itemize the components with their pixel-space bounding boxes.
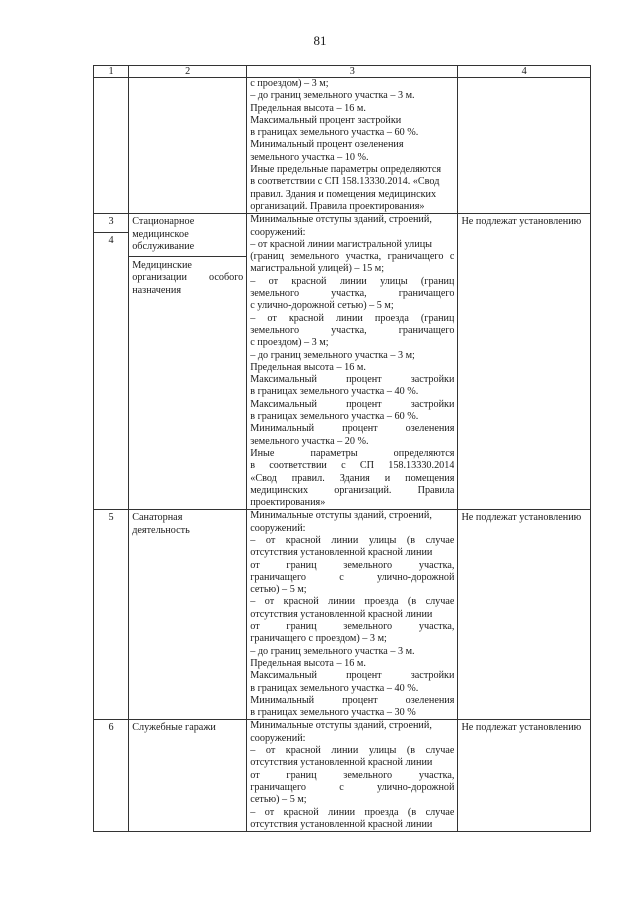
header-cell: 3: [247, 66, 458, 78]
text-line: назначения: [132, 284, 182, 296]
text-line: сетью) – 5 м;: [250, 584, 307, 596]
text-line: земельного участка – 20 %.: [250, 435, 369, 447]
text-line: магистральной улицей) – 15 м;: [250, 263, 385, 275]
text-line: отсутствия установленной красной линии: [250, 608, 433, 620]
requirement-text: Не подлежат установлению: [461, 722, 582, 734]
text-line: от границ земельного участка,: [250, 769, 455, 781]
row-number: 4: [94, 232, 128, 247]
text-line: земельного участка, граничащего: [250, 288, 455, 300]
text-line: с улично-дорожной сетью) – 5 м;: [250, 300, 394, 312]
table-row: [94, 720, 591, 832]
text-line: отсутствия установленной красной линии: [250, 757, 433, 769]
requirements-cell: [458, 214, 591, 510]
text-line: Стационарное: [132, 216, 195, 228]
text-line: с проездом) – 3 м;: [250, 78, 329, 89]
text-line: сооружений:: [250, 522, 306, 534]
text-line: – от красной линии улицы (в случае: [250, 745, 455, 757]
use-name-cell: [129, 720, 247, 832]
text-line: Минимальный процент озеленения: [250, 423, 455, 435]
text-line: Предельная высота – 16 м.: [250, 102, 366, 114]
text-line: в границах земельного участка – 30 %: [250, 707, 416, 719]
text-line: отсутствия установленной красной линии: [250, 818, 433, 830]
text-line: проектирования»: [250, 497, 326, 509]
parameters-text: [250, 510, 454, 719]
text-line: медицинское: [132, 228, 189, 240]
use-name: [132, 512, 243, 537]
use-name: [129, 256, 246, 297]
text-line: Иные предельные параметры определяются: [250, 164, 442, 176]
text-line: в границах земельного участка – 40 %.: [250, 682, 419, 694]
text-line: сооружений:: [250, 732, 306, 744]
header-cell: 1: [94, 66, 129, 78]
text-line: – от красной линии проезда (в случае: [250, 596, 455, 608]
text-line: Минимальный процент озеленения: [250, 139, 404, 151]
text-line: – от красной линии улицы (в случае: [250, 534, 455, 546]
text-line: Максимальный процент застройки: [250, 398, 455, 410]
text-line: – от красной линии проезда (границ: [250, 312, 455, 324]
text-line: – от красной линии улицы (границ: [250, 275, 455, 287]
text-line: Санаторная: [132, 512, 183, 524]
use-name: [132, 722, 243, 734]
use-name-cell: [129, 214, 247, 510]
text-line: сооружений:: [250, 226, 306, 238]
text-line: в границах земельного участка – 60 %.: [250, 127, 419, 139]
text-line: Минимальные отступы зданий, строений,: [250, 214, 432, 226]
requirements-cell: [458, 720, 591, 832]
requirements-cell: [458, 78, 591, 214]
requirements-cell: [458, 510, 591, 720]
table-row: [94, 214, 591, 510]
text-line: Минимальные отступы зданий, строений,: [250, 510, 432, 522]
text-line: Максимальный процент застройки: [250, 114, 402, 126]
text-line: (границ земельного участка, граничащего с: [250, 251, 455, 263]
text-line: с проездом) – 3 м;: [250, 337, 329, 349]
text-line: от границ земельного участка,: [250, 559, 455, 571]
parameters-cell: [247, 720, 458, 832]
header-row: [94, 66, 591, 78]
text-line: земельного участка, граничащего: [250, 324, 455, 336]
text-line: в границах земельного участка – 40 %.: [250, 386, 419, 398]
text-line: в соответствии с СП 158.13330.2014: [250, 460, 455, 472]
text-line: сетью) – 5 м;: [250, 794, 307, 806]
regulations-table: [93, 65, 591, 832]
requirement-text: Не подлежат установлению: [461, 216, 582, 228]
text-line: организаций. Правила проектирования»: [250, 200, 425, 212]
text-line: Иные параметры определяются: [250, 447, 455, 459]
text-line: – до границ земельного участка – 3 м;: [250, 349, 415, 361]
text-line: – от красной линии магистральной улицы: [250, 238, 432, 250]
text-line: деятельность: [132, 524, 190, 536]
text-line: Максимальный процент застройки: [250, 670, 455, 682]
row-number-cell: 5: [94, 510, 129, 720]
row-number-cell: [94, 78, 129, 214]
text-line: – до границ земельного участка – 3 м.: [250, 90, 415, 102]
use-name: [132, 216, 243, 253]
text-line: Медицинские: [132, 260, 192, 272]
parameters-text: [250, 78, 454, 213]
parameters-cell: [247, 78, 458, 214]
text-line: обслуживание: [132, 240, 195, 252]
text-line: Минимальный процент озеленения: [250, 694, 455, 706]
use-name-cell: [129, 510, 247, 720]
table-row: [94, 510, 591, 720]
text-line: отсутствия установленной красной линии: [250, 547, 433, 559]
parameters-text: [250, 720, 454, 831]
text-line: граничащего с проездом) – 3 м;: [250, 633, 387, 645]
row-number-cell: 6: [94, 720, 129, 832]
requirement-text: Не подлежат установлению: [461, 512, 582, 524]
text-line: земельного участка – 10 %.: [250, 151, 369, 163]
parameters-cell: [247, 510, 458, 720]
text-line: правил. Здания и помещения медицинских: [250, 188, 437, 200]
row-number-cell: [94, 214, 129, 510]
use-name-cell: [129, 78, 247, 214]
text-line: граничащего с улично-дорожной: [250, 781, 455, 793]
text-line: Предельная высота – 16 м.: [250, 657, 366, 669]
text-line: организации особого: [132, 272, 244, 284]
text-line: в границах земельного участка – 60 %.: [250, 411, 419, 423]
text-line: медицинских организаций. Правила: [250, 484, 455, 496]
text-line: Предельная высота – 16 м.: [250, 361, 366, 373]
table-row: [94, 78, 591, 214]
parameters-text: [250, 214, 454, 509]
text-line: граничащего с улично-дорожной: [250, 571, 455, 583]
row-number: 3: [108, 216, 114, 228]
text-line: Служебные гаражи: [132, 722, 216, 734]
parameters-cell: [247, 214, 458, 510]
text-line: от границ земельного участка,: [250, 621, 455, 633]
page-number: 81: [313, 33, 327, 48]
text-line: «Свод правил. Здания и помещения: [250, 472, 455, 484]
text-line: в соответствии с СП 158.13330.2014. «Свод: [250, 176, 440, 188]
text-line: Минимальные отступы зданий, строений,: [250, 720, 432, 732]
header-cell: 4: [458, 66, 591, 78]
text-line: Максимальный процент застройки: [250, 374, 455, 386]
header-cell: 2: [129, 66, 247, 78]
text-line: – от красной линии проезда (в случае: [250, 806, 455, 818]
text-line: – до границ земельного участка – 3 м.: [250, 645, 415, 657]
